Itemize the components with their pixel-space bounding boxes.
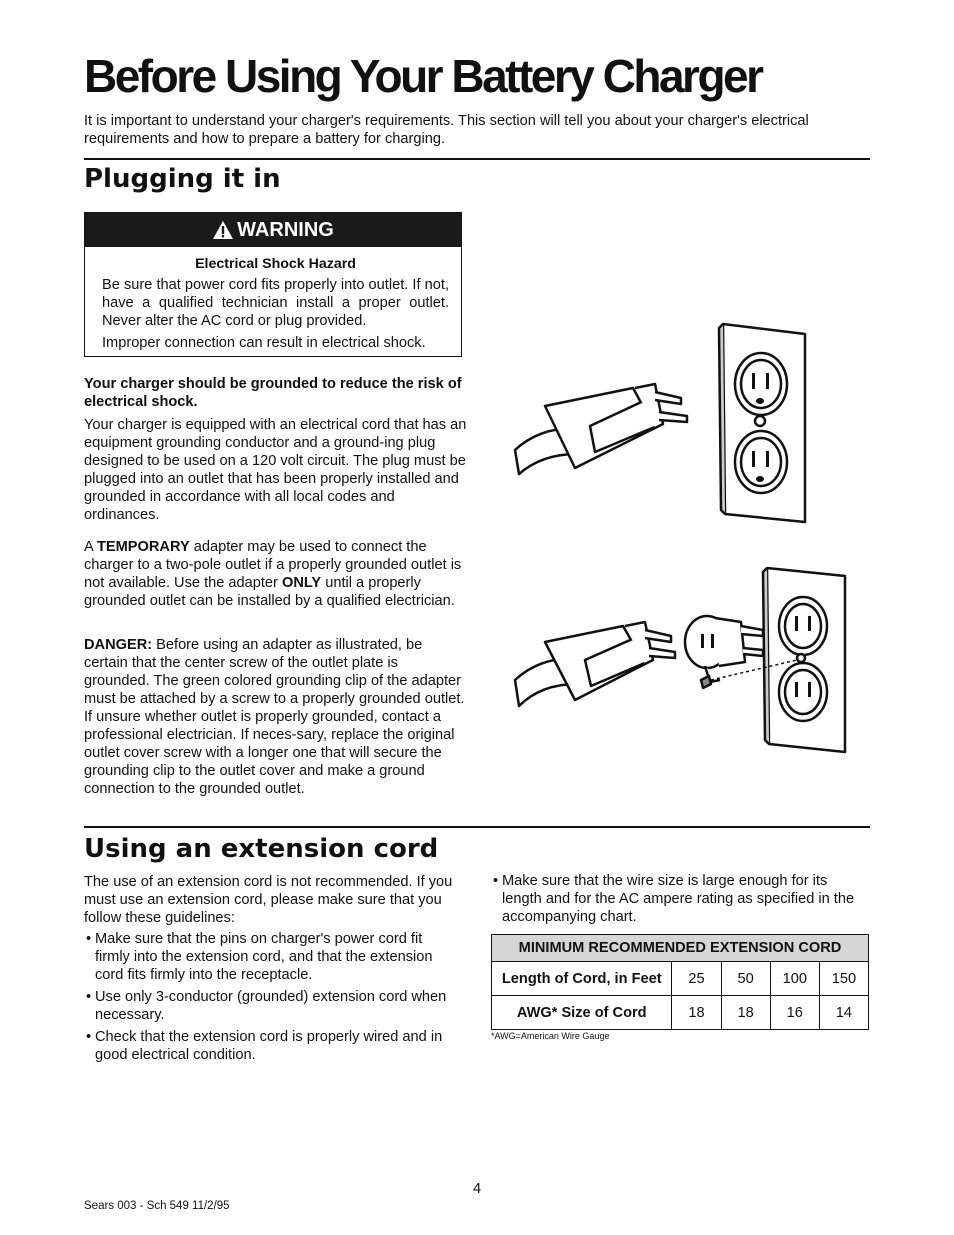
only-emphasis: ONLY — [281, 575, 322, 591]
extension-guidelines — [84, 930, 460, 1068]
danger-paragraph — [84, 636, 466, 798]
warning-triangle-icon — [212, 220, 234, 240]
table-row — [492, 962, 869, 996]
table-cell: 50 — [721, 962, 770, 996]
danger-label: DANGER: — [84, 637, 153, 653]
list-item: • Check that the extension cord is properly wired and in good electrical condition. — [84, 1028, 460, 1064]
adapter-text-b: adapter may be used to connect the charger to a two-pole outlet if a properly grounded outlet is not available. Use the adapter — [84, 539, 462, 591]
warning-text-1: Be sure that power cord fits properly into outlet. If not, have a qualified technician install a proper outlet. Never alter the AC cord or plug provided. — [102, 277, 449, 329]
hazard-title: Electrical Shock Hazard — [195, 256, 356, 272]
table-cell: 14 — [819, 996, 868, 1030]
table-cell: 18 — [721, 996, 770, 1030]
table-title: MINIMUM RECOMMENDED EXTENSION CORD — [492, 935, 869, 962]
page-number: 4 — [472, 1181, 482, 1197]
danger-text: Before using an adapter as illustrated, be certain that the center screw of the outlet plate is grounded. The green colored grounding clip of the adapter must be attached by a screw to a properly grounded outlet. If unsure whether outlet is properly grounded, contact a professional electrician. If neces-sary, replace the original outlet cover screw with a longer one that will secure the grounding clip to the outlet cover and make a ground connection to the grounded outlet. — [84, 637, 465, 797]
table-cell: 150 — [819, 962, 868, 996]
table-footnote: *AWG=American Wire Gauge — [491, 1031, 610, 1041]
table-cell: 25 — [672, 962, 721, 996]
table-cell: 16 — [770, 996, 819, 1030]
warning-box — [84, 212, 462, 357]
section-divider-top — [84, 158, 870, 160]
warning-text-2: Improper connection can result in electrical shock. — [102, 335, 426, 351]
warning-content — [85, 247, 461, 352]
temporary-emphasis: TEMPORARY — [96, 539, 190, 555]
awg-label: AWG* Size of Cord — [492, 996, 672, 1030]
warning-header — [85, 213, 461, 247]
adapter-text-a: A — [84, 539, 97, 555]
adapter-text-c: until a properly grounded outlet can be installed by a qualified electrician. — [84, 575, 455, 609]
adapter-plug-illustration — [505, 560, 850, 760]
adapter-paragraph — [84, 538, 474, 610]
page-title: Before Using Your Battery Charger — [84, 50, 762, 102]
extension-heading: Using an extension cord — [84, 834, 439, 864]
section-divider-bottom — [84, 826, 870, 828]
list-item: • Use only 3-conductor (grounded) extension cord when necessary. — [84, 988, 460, 1024]
table-row — [492, 996, 869, 1030]
list-item: • Make sure that the pins on charger's power cord fit firmly into the extension cord, and that the extension cord fits firmly into the receptacle. — [84, 930, 460, 984]
list-item: • Make sure that the wire size is large enough for its length and for the AC ampere rating as specified in the accompanying chart. — [491, 872, 869, 926]
footer-code: Sears 003 - Sch 549 11/2/95 — [84, 1200, 230, 1212]
extension-cord-table — [491, 934, 869, 1030]
grounded-plug-illustration — [505, 318, 815, 528]
extension-intro: The use of an extension cord is not recommended. If you must use an extension cord, please make sure that you follow these guidelines: — [84, 874, 453, 926]
grounded-note: Your charger should be grounded to reduce the risk of electrical shock. — [84, 376, 462, 410]
length-label: Length of Cord, in Feet — [492, 962, 672, 996]
wire-size-guideline — [491, 872, 869, 930]
grounding-paragraph: Your charger is equipped with an electrical cord that has an equipment grounding conductor and a ground-ing plug designed to be used on a 120 volt circuit. The plug must be plugged into an outlet that has been properly installed and grounded in accordance with all local codes and ordinances. — [84, 417, 467, 523]
intro-text: It is important to understand your charger's requirements. This section will tell you about your charger's electrical requirements and how to prepare a battery for charging. — [84, 113, 809, 147]
warning-label: WARNING — [237, 218, 334, 241]
table-cell: 100 — [770, 962, 819, 996]
plugging-heading: Plugging it in — [84, 164, 281, 194]
table-cell: 18 — [672, 996, 721, 1030]
